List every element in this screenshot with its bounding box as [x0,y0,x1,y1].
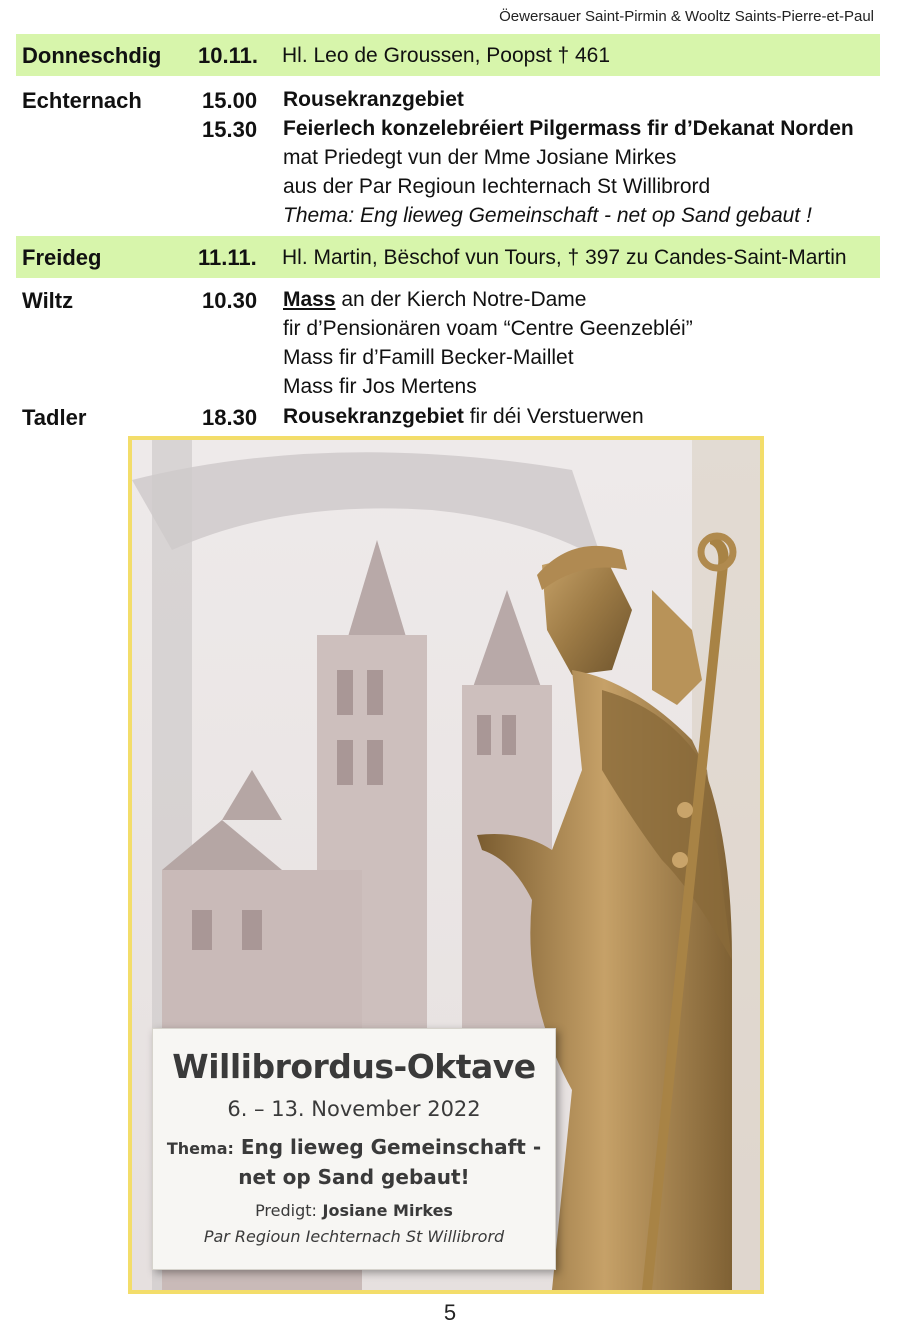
event-rosary: Rousekranzgebiet [283,88,464,111]
time-1500: 15.00 [202,88,258,113]
page-number: 5 [443,1300,457,1325]
willibrordus-poster [128,436,764,1294]
poster-parish: Par Regioun Iechternach St Willibrord [203,1227,505,1246]
mass-intention-1: fir d’Pensionären voam “Centre Geenzebléi” [283,317,693,340]
day-date: 10.11. [198,43,258,68]
poster-theme [153,1133,555,1192]
day-band-thursday [16,34,880,76]
poster-preacher-label: Predigt: [255,1201,317,1220]
poster-theme-line1: Eng lieweg Gemeinschaft - [233,1135,542,1159]
event-rosary-label: Rousekranzgebiet [283,405,464,428]
poster-preacher-name: Josiane Mirkes [316,1201,453,1220]
mass-intention-3: Mass fir Jos Mertens [283,375,477,398]
day-name: Freideg [22,245,102,270]
header-parishes: Öewersauer Saint-Pirmin & Wooltz Saints-Pierre-et-Paul [499,8,874,25]
event-preacher: mat Priedegt vun der Mme Josiane Mirkes [283,146,677,169]
day-feast: Hl. Leo de Groussen, Poopst † 461 [282,44,611,67]
mass-intention-2: Mass fir d’Famill Becker-Maillet [283,346,574,369]
place-echternach: Echternach [22,88,142,113]
event-mass [283,288,586,312]
poster-theme-line2: net op Sand gebaut! [238,1165,470,1189]
day-date: 11.11. [198,245,257,270]
event-theme: Thema: Eng lieweg Gemeinschaft - net op Sand gebaut ! [283,204,812,227]
place-wiltz: Wiltz [22,288,74,313]
event-rosary-deceased [283,405,644,429]
place-tadler: Tadler [22,405,87,430]
time-1030: 10.30 [202,288,258,313]
day-band-friday [16,236,880,278]
event-pilgrim-mass: Feierlech konzelebréiert Pilgermass fir d’Dekanat Norden [283,117,854,140]
event-mass-label: Mass [283,288,336,311]
event-mass-location: an der Kierch Notre-Dame [335,288,587,311]
time-1530: 15.30 [202,117,258,142]
day-feast: Hl. Martin, Bëschof vun Tours, † 397 zu Candes-Saint-Martin [282,246,847,269]
time-1830: 18.30 [202,405,258,430]
day-name: Donneschdig [22,43,162,68]
poster-dates: 6. – 13. November 2022 [227,1097,481,1121]
poster-preacher [153,1201,555,1220]
poster-theme-label: Thema: [166,1139,234,1158]
poster-textbox [152,1028,556,1270]
event-parish: aus der Par Regioun Iechternach St Willibrord [283,175,711,198]
poster-title: Willibrordus-Oktave [172,1047,536,1086]
event-rosary-intention: fir déi Verstuerwen [463,405,644,428]
